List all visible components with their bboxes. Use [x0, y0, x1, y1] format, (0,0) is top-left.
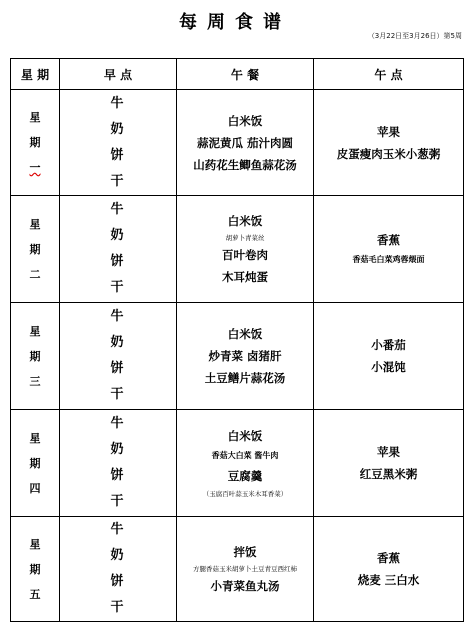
snack-item: 红豆黑米粥 — [359, 467, 418, 481]
lunch-item: 白米饭 — [227, 429, 263, 443]
day-cell — [11, 410, 60, 517]
lunch-item: 拌饭 — [233, 545, 257, 559]
lunch-item: 百叶卷肉 — [222, 248, 268, 262]
breakfast-item: 饼 干 — [110, 574, 146, 615]
lunch-item: 白米饭 — [227, 214, 263, 228]
page-title: 每周食谱 — [179, 12, 291, 33]
table-row-monday — [11, 90, 464, 196]
table-row-wednesday — [11, 303, 464, 410]
day-char: 期 — [29, 136, 41, 149]
lunch-cell — [177, 303, 314, 410]
snack-item: 苹果 — [377, 124, 400, 139]
lunch-item: 胡萝卜青菜丝 — [225, 234, 265, 242]
day-char: 期 — [29, 349, 41, 363]
breakfast-item: 牛 奶 — [110, 416, 146, 457]
snack-item: 小番茄 — [371, 338, 406, 352]
table-row-thursday — [11, 410, 464, 517]
breakfast-cell — [60, 196, 177, 303]
snack-cell — [314, 90, 464, 196]
day-char: 星 — [29, 537, 41, 551]
lunch-item: 白米饭 — [227, 327, 263, 341]
day-char: 五 — [29, 587, 41, 601]
day-char: 星 — [29, 111, 41, 124]
snack-cell — [314, 303, 464, 410]
day-cell — [11, 90, 60, 196]
breakfast-item: 牛 奶 — [110, 522, 146, 563]
day-char: 期 — [29, 456, 41, 470]
lunch-cell — [177, 517, 314, 622]
day-cell — [11, 196, 60, 303]
snack-cell — [314, 410, 464, 517]
header-breakfast: 早 点 — [60, 59, 177, 90]
table-row-friday — [11, 517, 464, 622]
day-char: 星 — [29, 324, 41, 338]
day-cell — [11, 303, 60, 410]
breakfast-cell — [60, 410, 177, 517]
day-char: 期 — [29, 562, 41, 576]
breakfast-cell — [60, 517, 177, 622]
header-lunch: 午 餐 — [177, 59, 314, 90]
day-char: 三 — [29, 374, 41, 388]
snack-item: 苹果 — [377, 445, 400, 459]
breakfast-item: 牛 奶 — [110, 309, 146, 350]
breakfast-cell — [60, 303, 177, 410]
header-row — [11, 59, 464, 90]
day-char: 期 — [29, 242, 41, 256]
day-char: 四 — [29, 481, 41, 495]
lunch-item: 豆腐羹 — [227, 469, 263, 483]
snack-item: 香蕉 — [377, 233, 400, 247]
snack-item: 小混饨 — [371, 360, 406, 374]
week-range: （3月22日至3月26日）第5周 — [367, 32, 462, 40]
lunch-item: （玉腐百叶蒜玉米木耳香菜） — [202, 490, 288, 498]
snack-item: 香蕉 — [377, 551, 400, 565]
breakfast-item: 牛 奶 — [110, 202, 146, 243]
snack-item: 烧麦 三白水 — [357, 573, 420, 587]
breakfast-item: 饼 干 — [110, 147, 146, 189]
lunch-item: 白米饭 — [227, 113, 263, 128]
day-char: 一 — [29, 161, 41, 174]
day-char: 二 — [29, 267, 41, 281]
lunch-item: 木耳炖蛋 — [222, 270, 268, 284]
day-cell — [11, 517, 60, 622]
breakfast-item: 饼 干 — [110, 254, 146, 295]
breakfast-item: 饼 干 — [110, 468, 146, 509]
snack-item: 皮蛋瘦肉玉米小葱粥 — [336, 146, 441, 161]
header-snack: 午 点 — [314, 59, 464, 90]
snack-cell — [314, 517, 464, 622]
table-row-tuesday — [11, 196, 464, 303]
header-day: 星 期 — [11, 59, 60, 90]
lunch-cell — [177, 90, 314, 196]
snack-cell — [314, 196, 464, 303]
lunch-item: 山药花生鲫鱼蒜花汤 — [193, 157, 297, 172]
lunch-cell — [177, 410, 314, 517]
lunch-item: 土豆鳝片蒜花汤 — [204, 371, 286, 385]
lunch-item: 蒜泥黄瓜 茄汁肉圆 — [196, 135, 293, 150]
lunch-item: 小青菜鱼丸汤 — [210, 579, 280, 593]
day-char: 星 — [29, 217, 41, 231]
breakfast-item: 牛 奶 — [110, 95, 146, 137]
breakfast-cell — [60, 90, 177, 196]
lunch-cell — [177, 196, 314, 303]
lunch-item: 方腿香菇玉米胡萝卜土豆青豆西红柿 — [193, 565, 297, 573]
weekly-menu-table — [10, 58, 464, 622]
lunch-item: 香菇大白菜 酱牛肉 — [211, 451, 279, 460]
day-char: 星 — [29, 431, 41, 445]
lunch-item: 炒青菜 卤猪肝 — [208, 349, 282, 363]
snack-item: 香菇毛白菜鸡蓉煨面 — [352, 255, 425, 264]
breakfast-item: 饼 干 — [110, 361, 146, 402]
